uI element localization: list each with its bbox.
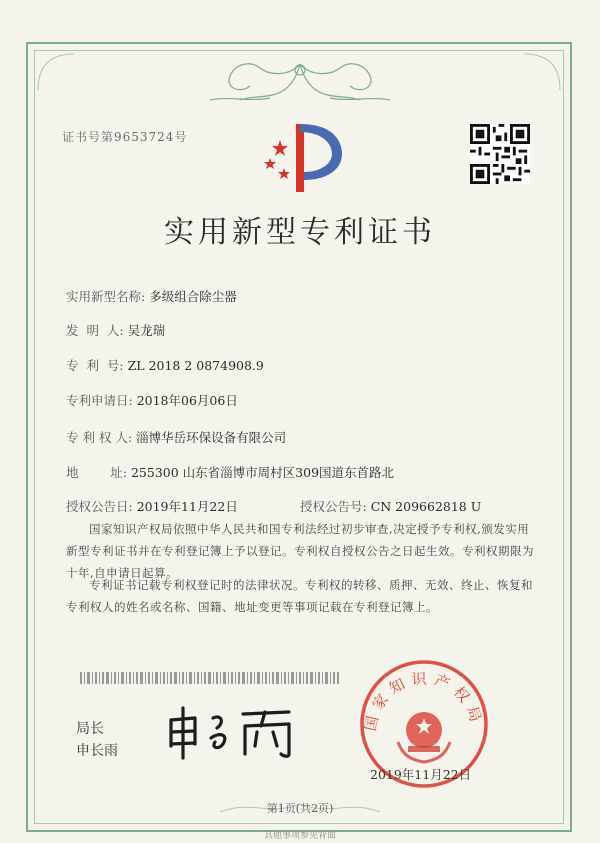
patentee-value: 淄博华岳环保设备有限公司 — [136, 430, 287, 445]
grant-number-label: 授权公告号: — [300, 499, 367, 514]
inventor-label: 发 明 人: — [66, 323, 124, 338]
cnipa-logo — [250, 118, 350, 196]
handwritten-signature — [165, 704, 305, 760]
row-address — [66, 463, 394, 481]
row-inventor — [66, 321, 165, 339]
barcode — [80, 672, 340, 684]
address-value: 255300 山东省淄博市周村区309国道东首路北 — [130, 465, 395, 480]
grant-date-label: 授权公告日: — [66, 499, 133, 514]
row-grant-date — [66, 497, 238, 515]
row-patentee — [66, 428, 286, 446]
address-label: 地 址: — [66, 465, 127, 480]
top-ornament — [200, 56, 400, 106]
grant-date-value: 2019年11月22日 — [136, 499, 238, 514]
row-filing-date — [66, 391, 238, 409]
filing-date-value: 2018年06月06日 — [136, 393, 238, 408]
corner-ornament-tl — [36, 52, 76, 92]
signatory-name: 申长雨 — [76, 743, 118, 759]
utility-name-label: 实用新型名称: — [66, 289, 146, 304]
patent-number-label: 专 利 号: — [66, 358, 124, 373]
row-utility-name — [66, 287, 237, 305]
seal-date: 2019年11月22日 — [370, 767, 472, 782]
patent-number-value: ZL 2018 2 0874908.9 — [127, 358, 264, 373]
page-indicator: 第1页(共2页) — [266, 802, 334, 815]
paragraph-grant-statement: 国家知识产权局依照中华人民共和国专利法经过初步审查,决定授予专利权,颁发实用新型专利证书并在专利登记簿上予以登记。专利权自授权公告之日起生效。专利权期限为十年,自申请日起算。 — [66, 522, 534, 580]
footer-note: 其他事项参见背面 — [263, 831, 336, 841]
patentee-label: 专 利 权 人: — [66, 430, 133, 445]
filing-date-label: 专利申请日: — [66, 393, 133, 408]
row-grant-number — [300, 497, 481, 515]
utility-name-value: 多级组合除尘器 — [149, 289, 237, 304]
signatory-role: 局长 — [76, 721, 104, 737]
qr-code — [470, 124, 530, 184]
paragraph-legal-status: 专利证书记载专利权登记时的法律状况。专利权的转移、质押、无效、终止、恢复和专利权人的姓名或名称、国籍、地址变更等事项记载在专利登记簿上。 — [66, 578, 533, 614]
certificate-title: 实用新型专利证书 — [164, 215, 436, 250]
corner-ornament-tr — [522, 52, 562, 92]
certificate-number: 证书号第9653724号 — [62, 130, 188, 144]
row-patent-number — [66, 356, 264, 374]
inventor-value: 吴龙瑞 — [127, 323, 166, 338]
svg-text:国家知识产权局: 国家知识产权局 — [361, 669, 487, 733]
grant-number-value: CN 209662818 U — [370, 499, 482, 514]
